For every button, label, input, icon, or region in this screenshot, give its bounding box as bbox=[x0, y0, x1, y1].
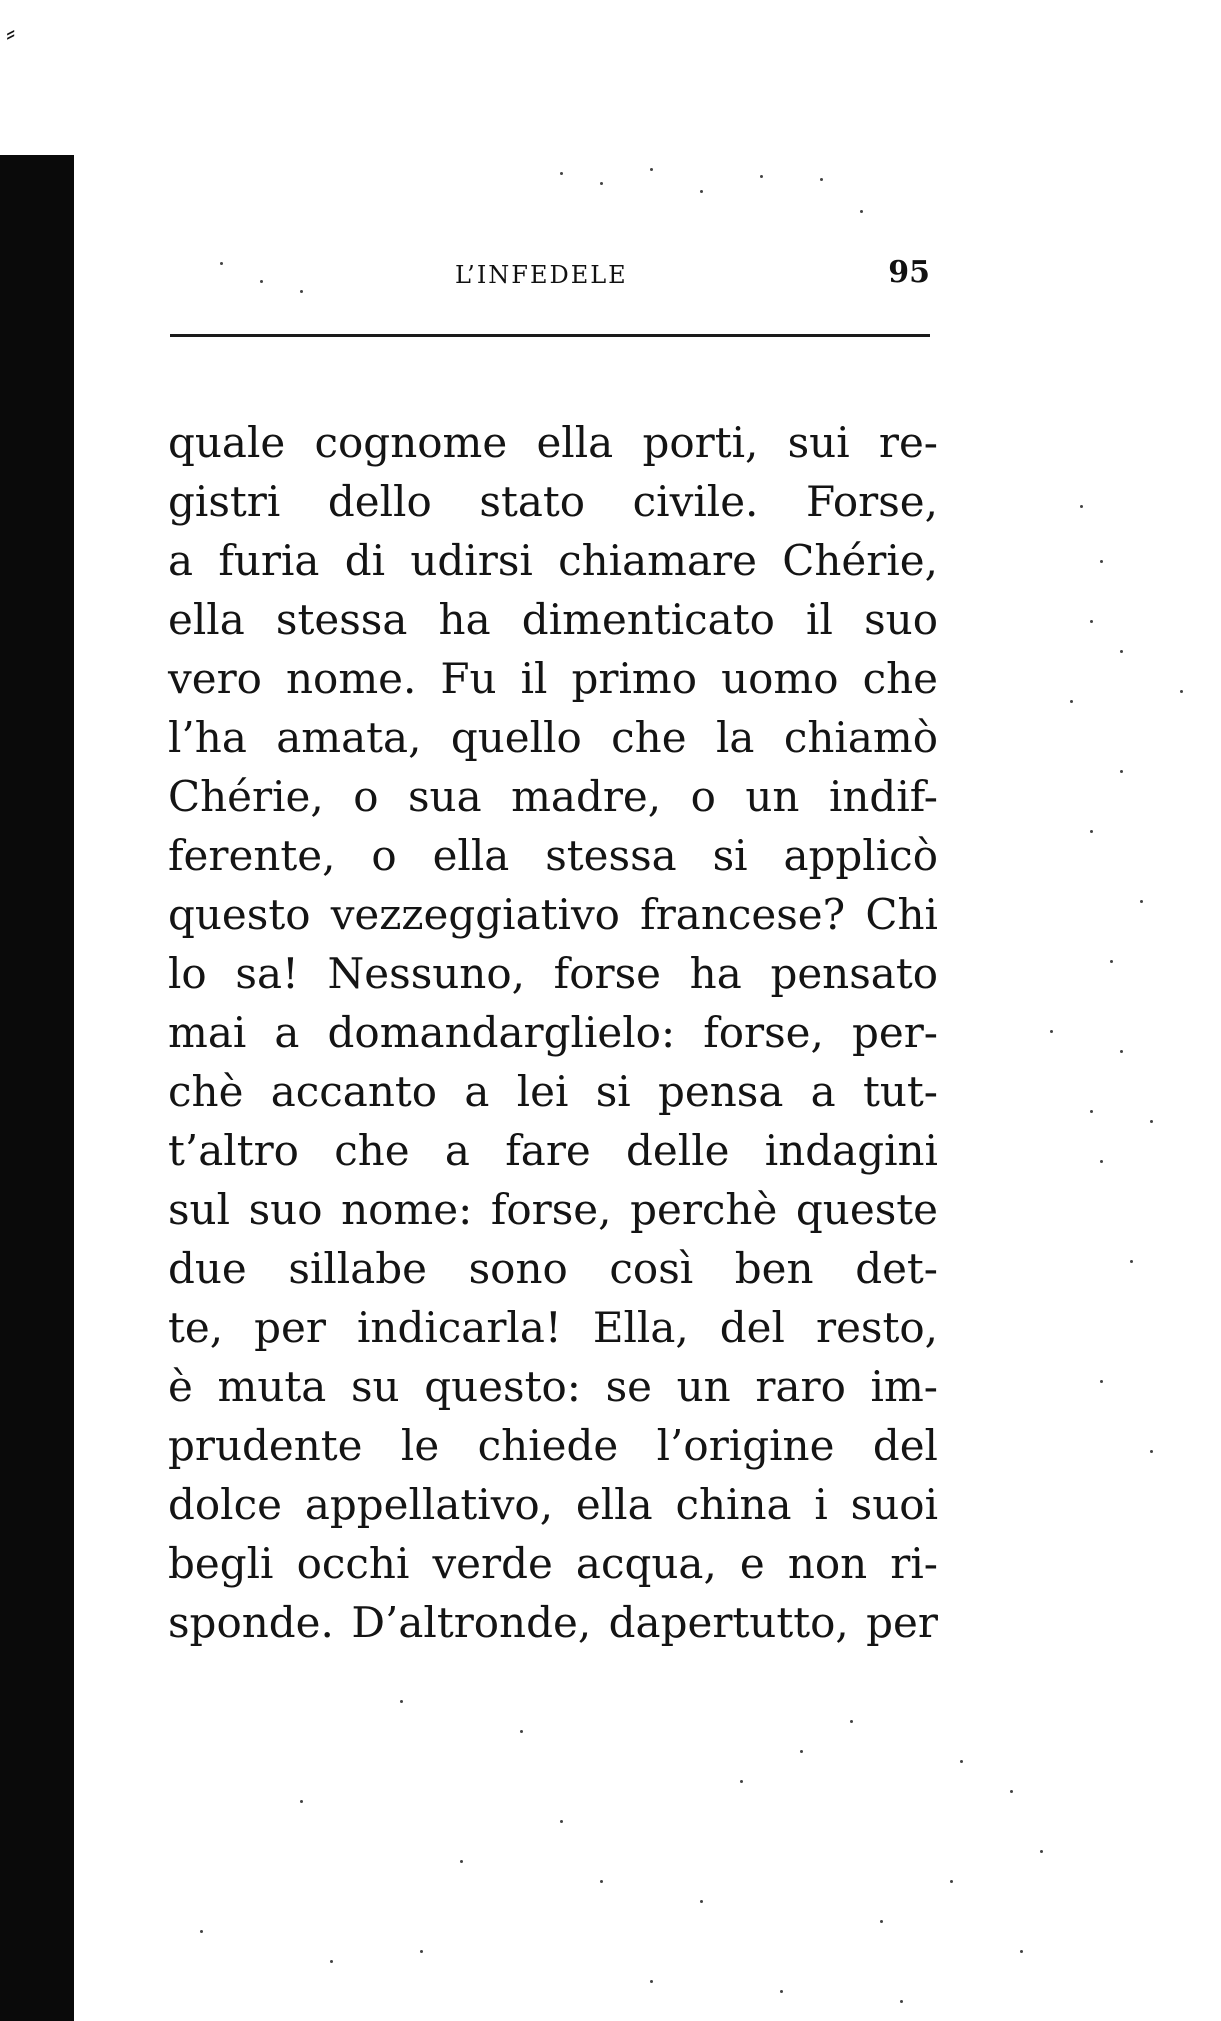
scan-speck bbox=[1150, 1450, 1153, 1453]
scan-speck bbox=[1120, 1050, 1123, 1053]
scan-speck bbox=[1120, 770, 1123, 773]
corner-scan-mark: ⸗ bbox=[6, 16, 16, 49]
scan-speck bbox=[1010, 1790, 1013, 1793]
text-line: Chérie, o sua madre, o un indif- bbox=[168, 772, 938, 821]
scan-speck bbox=[460, 1860, 463, 1863]
header-rule bbox=[170, 334, 930, 337]
scan-speck bbox=[860, 210, 863, 213]
text-line: questo vezzeggiativo francese? Chi bbox=[168, 890, 938, 939]
text-line: dolce appellativo, ella china i suoi bbox=[168, 1480, 938, 1529]
scan-speck bbox=[960, 1760, 963, 1763]
text-line: t’altro che a fare delle indagini bbox=[168, 1126, 938, 1175]
text-line: mai a domandarglielo: forse, per- bbox=[168, 1008, 938, 1057]
text-line: chè accanto a lei si pensa a tut- bbox=[168, 1067, 938, 1116]
scan-speck bbox=[1110, 960, 1113, 963]
text-line: ella stessa ha dimenticato il suo bbox=[168, 595, 938, 644]
scan-speck bbox=[330, 1960, 333, 1963]
scan-speck bbox=[1090, 620, 1093, 623]
text-line: begli occhi verde acqua, e non ri- bbox=[168, 1539, 938, 1588]
body-text bbox=[168, 413, 938, 1652]
text-line: gistri dello stato civile. Forse, bbox=[168, 477, 938, 526]
scan-speck bbox=[1120, 650, 1123, 653]
scan-speck bbox=[1150, 1120, 1153, 1123]
scan-speck bbox=[1080, 505, 1083, 508]
scan-speck bbox=[780, 1990, 783, 1993]
scan-speck bbox=[900, 2000, 903, 2003]
scan-speck bbox=[520, 1730, 523, 1733]
binding-shadow bbox=[0, 155, 74, 2021]
scan-speck bbox=[300, 1800, 303, 1803]
scan-speck bbox=[800, 1750, 803, 1753]
text-line: l’ha amata, quello che la chiamò bbox=[168, 713, 938, 762]
scan-speck bbox=[650, 1980, 653, 1983]
text-line: quale cognome ella porti, sui re- bbox=[168, 418, 938, 467]
scan-speck bbox=[850, 1720, 853, 1723]
scan-speck bbox=[1020, 1950, 1023, 1953]
scan-speck bbox=[560, 1820, 563, 1823]
scan-speck bbox=[220, 262, 223, 265]
scan-speck bbox=[560, 172, 563, 175]
text-line: te, per indicarla! Ella, del resto, bbox=[168, 1303, 938, 1352]
scan-speck bbox=[740, 1780, 743, 1783]
scan-speck bbox=[1100, 560, 1103, 563]
scan-speck bbox=[260, 280, 263, 283]
scan-speck bbox=[650, 168, 653, 171]
scan-speck bbox=[950, 1880, 953, 1883]
scan-speck bbox=[1180, 690, 1183, 693]
text-line: sponde. D’altronde, dapertutto, per bbox=[168, 1598, 938, 1647]
text-line: prudente le chiede l’origine del bbox=[168, 1421, 938, 1470]
scan-speck bbox=[400, 1700, 403, 1703]
text-line: vero nome. Fu il primo uomo che bbox=[168, 654, 938, 703]
text-line: due sillabe sono così ben det- bbox=[168, 1244, 938, 1293]
scan-speck bbox=[820, 178, 823, 181]
scan-speck bbox=[1070, 700, 1073, 703]
page-number: 95 bbox=[888, 255, 930, 290]
running-head-title: L’INFEDELE bbox=[455, 261, 628, 289]
scan-speck bbox=[600, 1880, 603, 1883]
scan-speck bbox=[200, 1930, 203, 1933]
scan-speck bbox=[760, 175, 763, 178]
text-line: a furia di udirsi chiamare Chérie, bbox=[168, 536, 938, 585]
scan-speck bbox=[1040, 1850, 1043, 1853]
scan-speck bbox=[300, 290, 303, 293]
text-line: ferente, o ella stessa si applicò bbox=[168, 831, 938, 880]
scan-speck bbox=[1090, 1110, 1093, 1113]
scan-speck bbox=[1130, 1260, 1133, 1263]
scan-speck bbox=[600, 182, 603, 185]
scan-speck bbox=[1100, 1160, 1103, 1163]
scan-speck bbox=[1100, 1380, 1103, 1383]
text-line: è muta su questo: se un raro im- bbox=[168, 1362, 938, 1411]
scan-speck bbox=[700, 190, 703, 193]
text-line: sul suo nome: forse, perchè queste bbox=[168, 1185, 938, 1234]
scan-speck bbox=[1090, 830, 1093, 833]
scan-speck bbox=[1050, 1030, 1053, 1033]
scan-speck bbox=[880, 1920, 883, 1923]
scan-speck bbox=[700, 1900, 703, 1903]
running-head bbox=[170, 255, 930, 305]
text-line: lo sa! Nessuno, forse ha pensato bbox=[168, 949, 938, 998]
scan-speck bbox=[1140, 900, 1143, 903]
scan-speck bbox=[420, 1950, 423, 1953]
